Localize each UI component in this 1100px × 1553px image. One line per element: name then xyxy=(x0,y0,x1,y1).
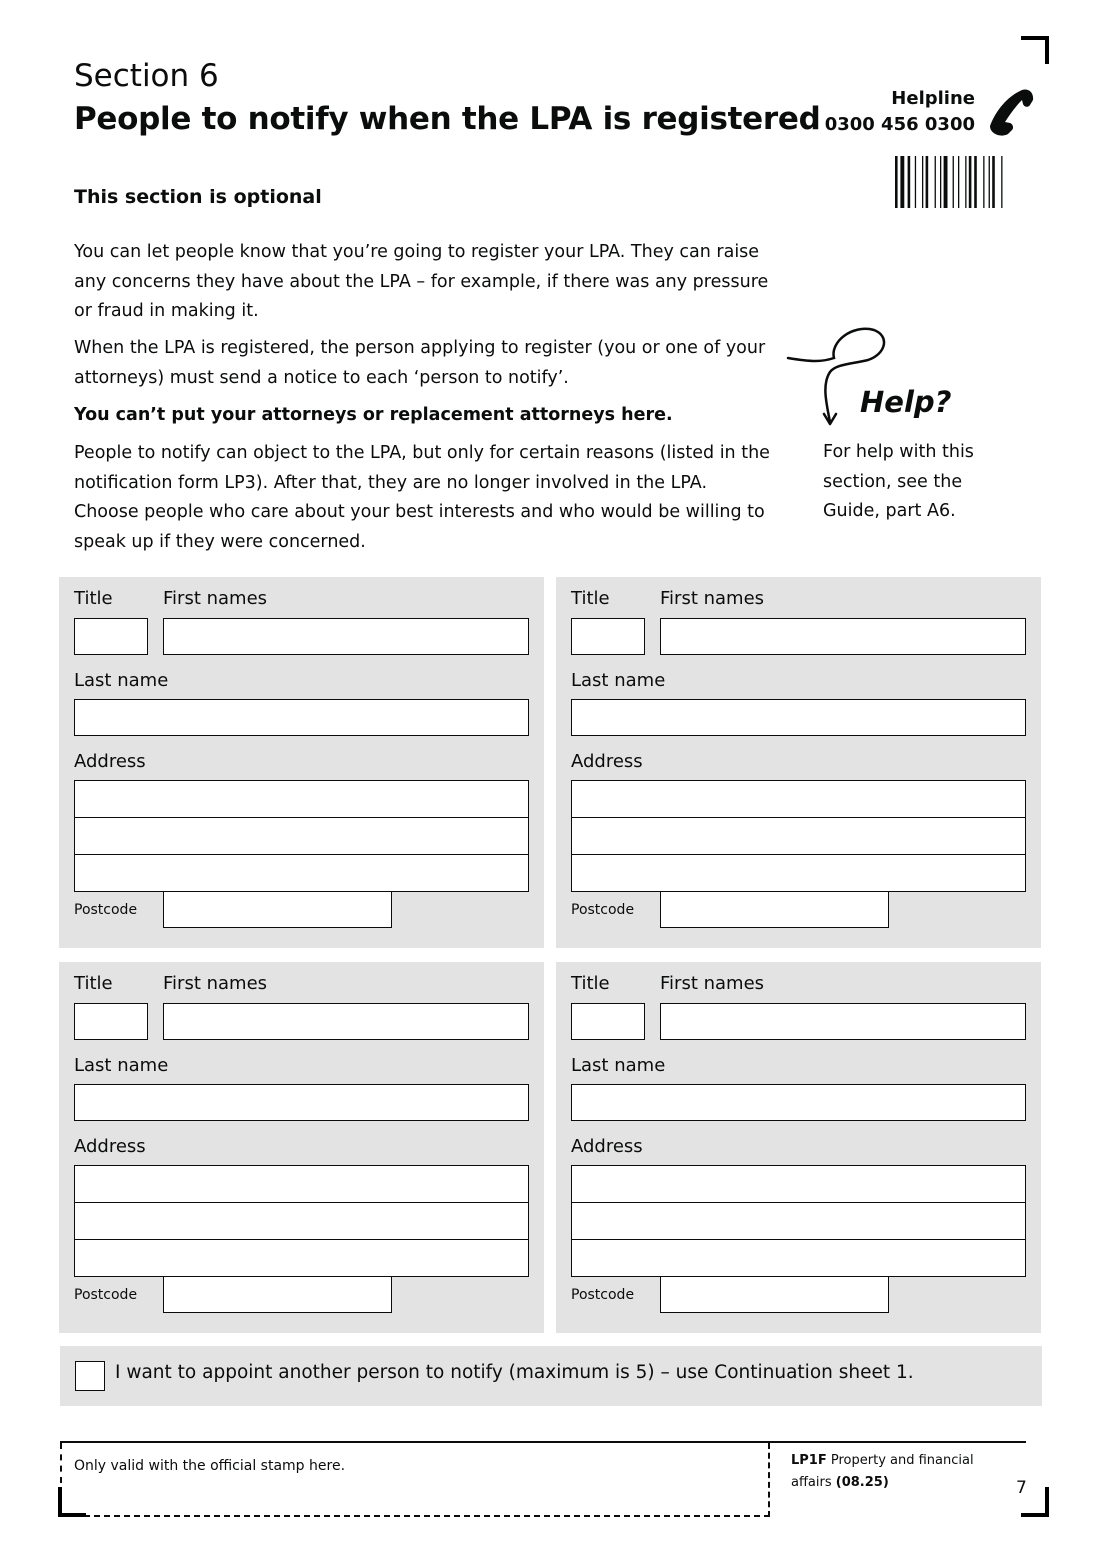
address-line-3-field[interactable] xyxy=(571,1239,1026,1277)
person-to-notify-panel xyxy=(556,962,1041,1333)
first-names-label: First names xyxy=(163,588,268,609)
help-arrow-icon xyxy=(782,322,962,432)
postcode-label: Postcode xyxy=(74,902,138,918)
form-version: (08.25) xyxy=(835,1475,889,1490)
last-name-label: Last name xyxy=(571,670,666,691)
address-line-2-field[interactable] xyxy=(571,1202,1026,1240)
first-names-field[interactable] xyxy=(660,1003,1026,1040)
address-line-1-field[interactable] xyxy=(571,780,1026,818)
form-reference xyxy=(791,1450,991,1494)
optional-heading: This section is optional xyxy=(74,186,322,208)
address-line-3-field[interactable] xyxy=(571,854,1026,892)
helpline-label: Helpline xyxy=(891,88,975,109)
last-name-field[interactable] xyxy=(74,699,529,736)
barcode-icon xyxy=(895,156,1025,208)
address-line-2-field[interactable] xyxy=(571,817,1026,855)
postcode-field[interactable] xyxy=(163,891,392,928)
address-line-2-field[interactable] xyxy=(74,1202,529,1240)
last-name-field[interactable] xyxy=(571,699,1026,736)
person-to-notify-panel xyxy=(59,962,544,1333)
helpline-number: 0300 456 0300 xyxy=(824,114,975,135)
last-name-label: Last name xyxy=(74,1055,169,1076)
stamp-border-right xyxy=(768,1443,770,1517)
title-label: Title xyxy=(571,973,610,994)
crop-mark-top-right xyxy=(1021,36,1049,64)
first-names-label: First names xyxy=(163,973,268,994)
postcode-field[interactable] xyxy=(163,1276,392,1313)
another-person-row xyxy=(60,1346,1042,1406)
title-label: Title xyxy=(74,973,113,994)
crop-mark-bottom-left xyxy=(58,1487,86,1517)
person-to-notify-panel xyxy=(556,577,1041,948)
postcode-field[interactable] xyxy=(660,1276,889,1313)
page-number: 7 xyxy=(1016,1478,1027,1498)
address-label: Address xyxy=(74,751,146,772)
footer-divider xyxy=(60,1441,1026,1443)
address-label: Address xyxy=(571,1136,643,1157)
intro-paragraph-2: When the LPA is registered, the person applying to register (you or one of your attorneys) must send a notice to each ‘person to notify’. xyxy=(74,338,766,388)
last-name-field[interactable] xyxy=(571,1084,1026,1121)
helpline xyxy=(825,86,975,138)
another-person-checkbox[interactable] xyxy=(75,1361,105,1391)
last-name-label: Last name xyxy=(74,670,169,691)
postcode-label: Postcode xyxy=(571,1287,635,1303)
title-field[interactable] xyxy=(74,618,148,655)
last-name-field[interactable] xyxy=(74,1084,529,1121)
title-label: Title xyxy=(571,588,610,609)
postcode-label: Postcode xyxy=(74,1287,138,1303)
form-name: Property and financial affairs xyxy=(791,1453,974,1490)
address-line-1-field[interactable] xyxy=(571,1165,1026,1203)
page-title: People to notify when the LPA is registered xyxy=(74,101,821,137)
phone-icon xyxy=(986,88,1038,138)
last-name-label: Last name xyxy=(571,1055,666,1076)
address-label: Address xyxy=(74,1136,146,1157)
intro-paragraph-1: You can let people know that you’re going to register your LPA. They can raise any concerns they have about the LPA – for example, if there was any pressure or fraud in making it. xyxy=(74,242,769,321)
title-label: Title xyxy=(74,588,113,609)
section-number: Section 6 xyxy=(74,58,219,94)
another-person-label: I want to appoint another person to notify (maximum is 5) – use Continuation sheet 1. xyxy=(115,1362,914,1383)
intro-paragraph-4: People to notify can object to the LPA, but only for certain reasons (listed in the notification form LP3). After that, they are no longer involved in the LPA. Choose people who care about your best interests and who would be willing to speak up if they were concerned. xyxy=(74,443,770,552)
first-names-label: First names xyxy=(660,588,765,609)
person-to-notify-panel xyxy=(59,577,544,948)
stamp-note: Only valid with the official stamp here. xyxy=(74,1458,346,1474)
address-label: Address xyxy=(571,751,643,772)
first-names-field[interactable] xyxy=(660,618,1026,655)
first-names-label: First names xyxy=(660,973,765,994)
first-names-field[interactable] xyxy=(163,1003,529,1040)
address-line-1-field[interactable] xyxy=(74,780,529,818)
title-field[interactable] xyxy=(571,1003,645,1040)
title-field[interactable] xyxy=(571,618,645,655)
help-label: Help? xyxy=(860,385,952,419)
first-names-field[interactable] xyxy=(163,618,529,655)
address-line-3-field[interactable] xyxy=(74,854,529,892)
form-code: LP1F xyxy=(791,1453,827,1468)
postcode-field[interactable] xyxy=(660,891,889,928)
address-line-2-field[interactable] xyxy=(74,817,529,855)
postcode-label: Postcode xyxy=(571,902,635,918)
title-field[interactable] xyxy=(74,1003,148,1040)
attorneys-warning: You can’t put your attorneys or replacement attorneys here. xyxy=(74,405,673,425)
help-text: For help with this section, see the Guide, part A6. xyxy=(823,442,974,521)
stamp-border-bottom xyxy=(84,1515,770,1517)
address-line-1-field[interactable] xyxy=(74,1165,529,1203)
stamp-border-left xyxy=(60,1443,62,1483)
address-line-3-field[interactable] xyxy=(74,1239,529,1277)
